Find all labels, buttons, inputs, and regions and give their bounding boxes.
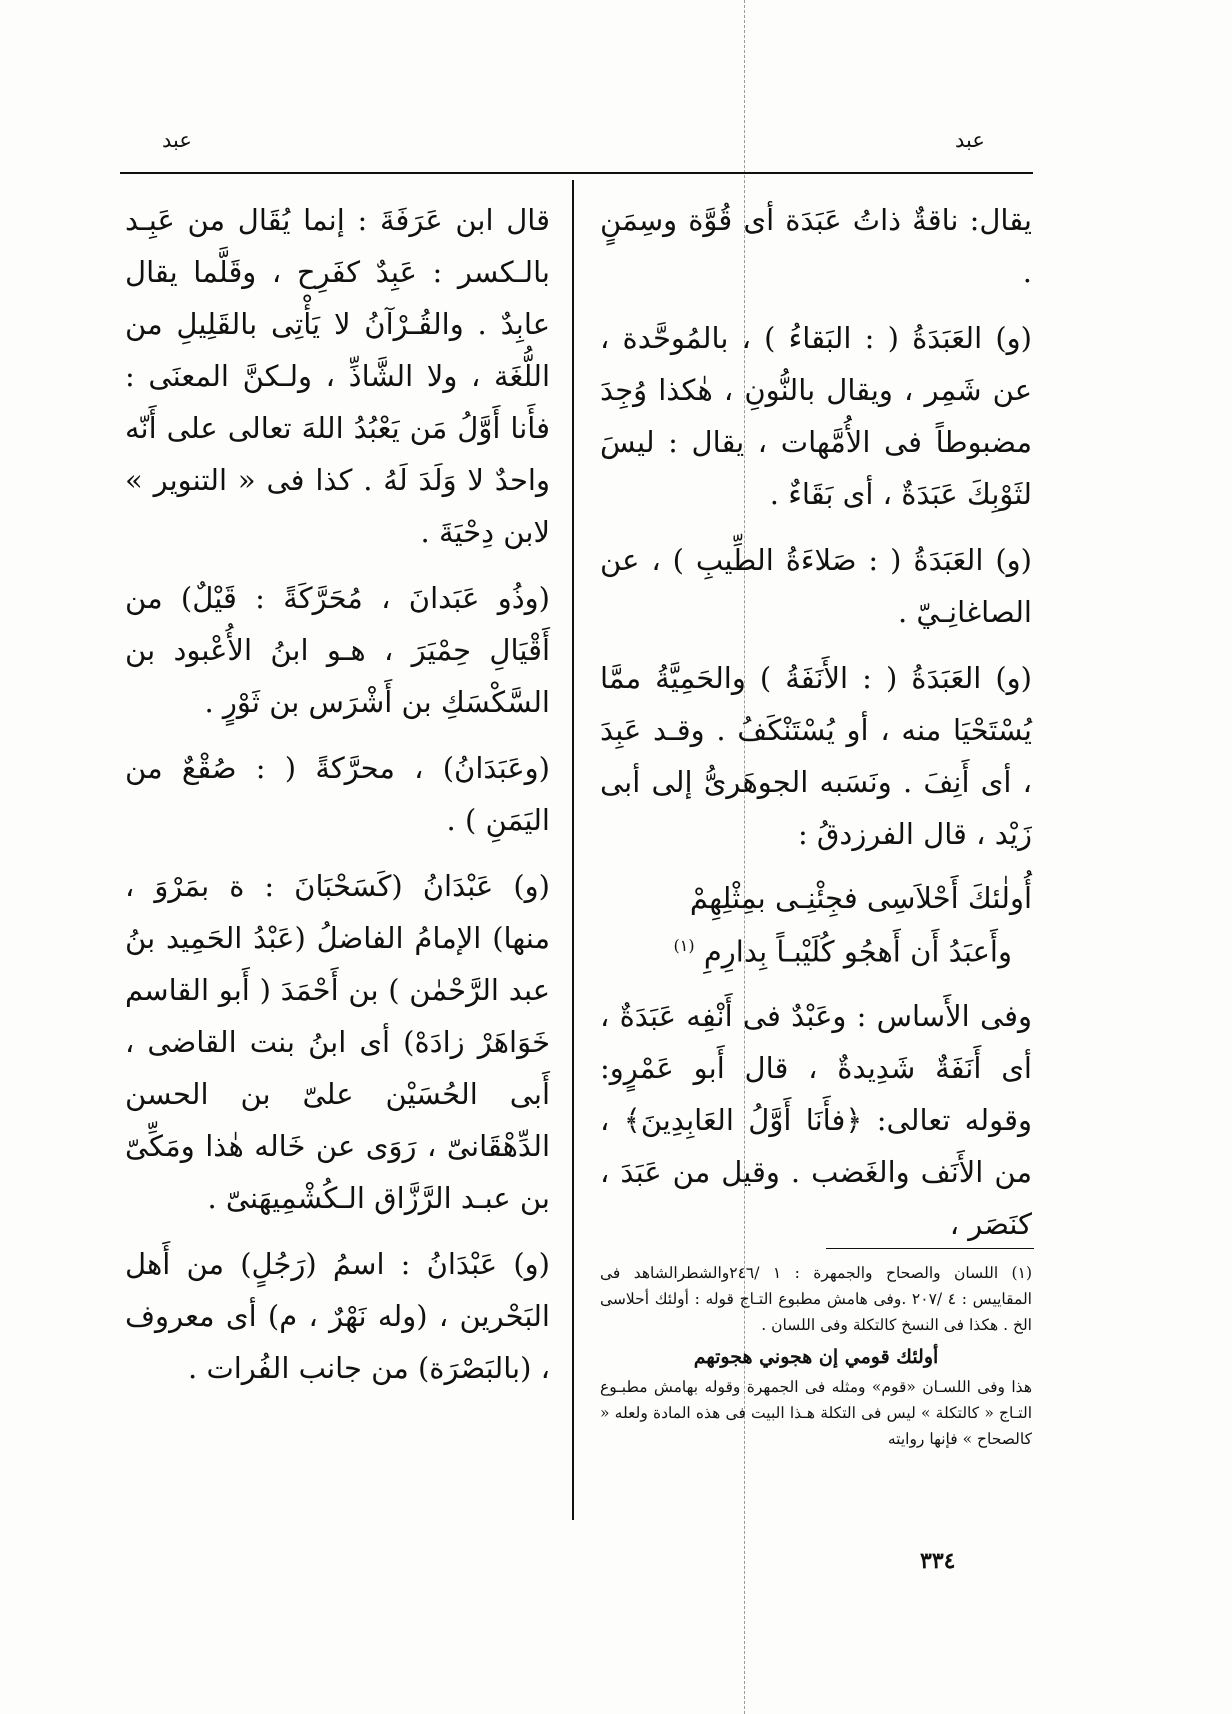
column-divider xyxy=(572,180,574,1520)
running-header-left: عبد xyxy=(162,128,192,152)
verse-second-text: وأَعبَدُ أَن أَهجُو كُلَيْبـاً بِدارِمِ xyxy=(703,934,1012,969)
entry-paragraph: (و) عَبْدَانُ (كَسَحْبَانَ : ة بمَرْوَ ، منها) الإمامُ الفاضلُ (عَبْدُ الحَمِيد بنُ عبد الرَّحْمٰن ) بن أَحْمَدَ ( أَبو القاسم خَوَاهَرْ زادَهْ) أى ابنُ بنت القاضى ، أَبى الحُسَيْن علىّ بن الحسن الدِّهْقَانىّ ، رَوَى عن خَاله هٰذا ومَكِّىّ بن عبـد الرَّزَّاق الـكُشْمِيهَنىّ . xyxy=(125,869,550,1215)
verse-first-hemistich: أُولٰئكَ أَحْلاَسِى فجِئْنِـى بمِثْلِهِمْ xyxy=(689,881,1032,915)
verse-second-hemistich xyxy=(600,922,1032,976)
header-rule xyxy=(120,172,1033,174)
footnote-rule xyxy=(826,1248,1034,1249)
entry-paragraph: (و) العَبَدَةُ ( : البَقاءُ ) ، بالمُوحَّدة ، عن شَمِر ، ويقال بالنُّونِ ، هٰكذا وُجِدَ مضبوطاً فى الأُمَّهات ، يقال : ليسَ لثَوْبِكَ عَبَدَةٌ ، أى بَقَاءٌ . xyxy=(600,321,1032,511)
footnote xyxy=(600,1260,1032,1458)
poetry-verse xyxy=(600,874,1032,976)
entry-paragraph: (وعَبَدَانُ) ، محرَّكةً ( : صُقْعٌ من اليَمَنِ ) . xyxy=(125,751,550,837)
left-column xyxy=(125,194,550,1408)
entry-paragraph: (و) العَبَدَةُ ( : صَلاءَةُ الطِّيبِ ) ، عن الصاغانِـيّ . xyxy=(600,543,1032,629)
entry-paragraph: يقال: ناقةٌ ذاتُ عَبَدَة أى قُوَّة وسِمَنٍ . xyxy=(600,203,1032,289)
entry-paragraph: (و) عَبْدَانُ : اسمُ (رَجُلٍ) من أَهل البَحْرين ، (وله نَهْرٌ ، م) أى معروف ، (بالبَصْرَة) من جانب الفُرات . xyxy=(125,1247,550,1385)
footnote-verse: أولئك قومي إن هجوني هجوتهم xyxy=(693,1346,939,1368)
entry-paragraph: (وذُو عَبَدانَ ، مُحَرَّكَةً : قَيْلٌ) من أَقْيَالِ حِمْيَرَ ، هـو ابنُ الأُعْبود بن السَّكْسَكِ بن أَشْرَس بن ثَوْرٍ . xyxy=(125,581,550,719)
footnote-marker: (١) xyxy=(673,936,695,955)
entry-paragraph: وفى الأَساس : وعَبْدٌ فى أَنْفِه عَبَدَةٌ ، أى أَنَفَةٌ شَدِيدةٌ ، قال أَبو عَمْرٍو: وقوله تعالى: ﴿فأَنَا أَوَّلُ العَابِدِينَ﴾ ، من الأَنَف والغَضب . وقيل من عَبَدَ ، كنَصَر ، xyxy=(600,998,1032,1241)
running-header-right: عبد xyxy=(955,128,985,152)
footnote-paragraph: (١) اللسان والصحاح والجمهرة : ١ /٢٤٦والشطرالشاهد فى المقاييس : ٤ /٢٠٧ .وفى هامش مطبوع التـاج قوله : أولئك أحلاسى الخ . هكذا فى النسخ كالتكلة وفى اللسان . xyxy=(600,1264,1032,1334)
page-number: ٣٣٤ xyxy=(920,1548,956,1574)
entry-paragraph: (و) العَبَدَةُ ( : الأَنَفَةُ ) والحَمِيَّةُ ممَّا يُسْتَحْيَا منه ، أو يُسْتَنْكَفُ . وقـد عَبِدَ ، أى أَنِفَ . ونَسَبه الجوهَرىُّ إلى أبى زَيْد ، قال الفرزدقُ : xyxy=(600,661,1032,851)
entry-paragraph: قال ابن عَرَفَةَ : إنما يُقَال من عَبِـد بالـكسر : عَبِدٌ كفَرِح ، وقَلَّما يقال عابِدٌ . والقُـرْآنُ لا يَأْتِى بالقَلِيلِ من اللُّغَة ، ولا الشَّاذِّ ، ولـكنَّ المعنَى : فأَنا أَوَّلُ مَن يَعْبُدُ اللهَ تعالى على أَنّه واحدٌ لا وَلَدَ لَهُ . كذا فى « التنوير » لابن دِحْيَةَ . xyxy=(125,203,550,549)
footnote-paragraph: هذا وفى اللسـان «قوم» ومثله فى الجمهرة وقوله بهامش مطبـوع التـاج « كالتكلة » ليس فى التكلة هـذا البيت فى هذه المادة ولعله « كالصحاح » فإنها روايته xyxy=(600,1378,1032,1448)
right-column xyxy=(600,194,1032,1264)
